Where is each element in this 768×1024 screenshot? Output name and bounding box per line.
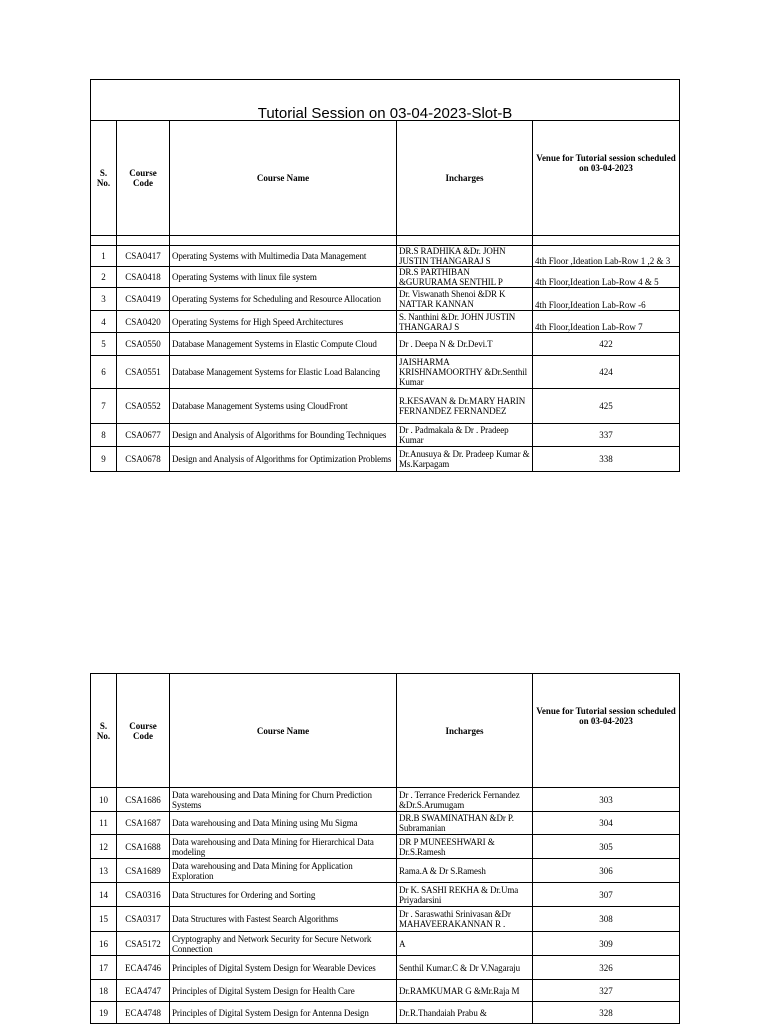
tutorial-schedule-table-1 xyxy=(90,79,680,472)
cell-course-code: CSA0316 xyxy=(117,883,170,907)
table-row xyxy=(91,311,680,333)
cell-course-name: Data warehousing and Data Mining using Mu Sigma xyxy=(170,812,397,835)
table-row xyxy=(91,267,680,288)
cell-incharges: Senthil Kumar.C & Dr V.Nagaraju xyxy=(397,956,533,980)
cell-sno: 7 xyxy=(91,389,117,424)
cell-course-name: Operating Systems for Scheduling and Resource Allocation xyxy=(170,288,397,311)
cell-venue: 4th Floor,Ideation Lab-Row 4 & 5 xyxy=(533,267,680,288)
cell-course-code: CSA0418 xyxy=(117,267,170,288)
cell-venue: 326 xyxy=(533,956,680,980)
table-row xyxy=(91,812,680,835)
cell-course-name: Data warehousing and Data Mining for Churn Prediction Systems xyxy=(170,788,397,812)
cell-incharges: Dr K. SASHI REKHA & Dr.Uma Priyadarsini xyxy=(397,883,533,907)
cell-course-name: Operating Systems with Multimedia Data Management xyxy=(170,246,397,267)
cell-sno: 3 xyxy=(91,288,117,311)
cell-venue: 425 xyxy=(533,389,680,424)
cell-sno: 10 xyxy=(91,788,117,812)
cell-course-code: CSA0417 xyxy=(117,246,170,267)
cell-venue: 4th Floor,Ideation Lab-Row -6 xyxy=(533,288,680,311)
title-row xyxy=(91,80,680,121)
cell-venue: 4th Floor ,Ideation Lab-Row 1 ,2 & 3 xyxy=(533,246,680,267)
cell-incharges: DR.S PARTHIBAN &GURURAMA SENTHIL P xyxy=(397,267,533,288)
cell-sno: 18 xyxy=(91,980,117,1002)
cell-incharges: Dr. Viswanath Shenoi &DR K NATTAR KANNAN xyxy=(397,288,533,311)
cell-course-name: Data warehousing and Data Mining for Hierarchical Data modeling xyxy=(170,835,397,859)
cell-incharges: Dr.R.Thandaiah Prabu & xyxy=(397,1002,533,1024)
cell-course-code: CSA0317 xyxy=(117,907,170,932)
cell-course-name: Design and Analysis of Algorithms for Bounding Techniques xyxy=(170,424,397,447)
table-row xyxy=(91,907,680,932)
cell-sno: 1 xyxy=(91,246,117,267)
cell-sno: 17 xyxy=(91,956,117,980)
cell-course-name: Database Management Systems using CloudFront xyxy=(170,389,397,424)
header-row xyxy=(91,674,680,788)
cell-venue: 307 xyxy=(533,883,680,907)
header-sno: S. No. xyxy=(91,121,117,236)
cell-venue: 422 xyxy=(533,333,680,356)
cell-venue: 4th Floor,Ideation Lab-Row 7 xyxy=(533,311,680,333)
header-course-name: Course Name xyxy=(170,674,397,788)
header-row xyxy=(91,121,680,236)
table-row xyxy=(91,333,680,356)
cell-course-name: Database Management Systems for Elastic Load Balancing xyxy=(170,356,397,389)
cell-venue: 338 xyxy=(533,447,680,472)
cell-course-code: CSA1689 xyxy=(117,859,170,883)
cell-venue: 424 xyxy=(533,356,680,389)
cell-venue: 309 xyxy=(533,932,680,956)
table-row xyxy=(91,956,680,980)
table-row xyxy=(91,246,680,267)
table-row xyxy=(91,788,680,812)
cell-course-code: CSA0551 xyxy=(117,356,170,389)
table-body xyxy=(91,246,680,472)
cell-course-code: CSA0552 xyxy=(117,389,170,424)
cell-sno: 5 xyxy=(91,333,117,356)
spacer-row xyxy=(91,236,680,246)
cell-incharges: Dr . Terrance Frederick Fernandez &Dr.S.Arumugam xyxy=(397,788,533,812)
table-row xyxy=(91,356,680,389)
cell-sno: 6 xyxy=(91,356,117,389)
table-row xyxy=(91,1002,680,1024)
cell-sno: 12 xyxy=(91,835,117,859)
cell-incharges: DR.S RADHIKA &Dr. JOHN JUSTIN THANGARAJ S xyxy=(397,246,533,267)
cell-course-name: Data Structures for Ordering and Sorting xyxy=(170,883,397,907)
table-row xyxy=(91,859,680,883)
cell-incharges: Dr . Saraswathi Srinivasan &Dr MAHAVEERAKANNAN R . xyxy=(397,907,533,932)
header-course-code: Course Code xyxy=(117,674,170,788)
cell-venue: 327 xyxy=(533,980,680,1002)
cell-sno: 9 xyxy=(91,447,117,472)
header-venue: Venue for Tutorial session scheduled on 03-04-2023 xyxy=(533,674,680,788)
cell-course-name: Principles of Digital System Design for Wearable Devices xyxy=(170,956,397,980)
cell-venue: 337 xyxy=(533,424,680,447)
header-course-name: Course Name xyxy=(170,121,397,236)
cell-incharges: Dr . Deepa N & Dr.Devi.T xyxy=(397,333,533,356)
header-venue: Venue for Tutorial session scheduled on 03-04-2023 xyxy=(533,121,680,236)
cell-sno: 11 xyxy=(91,812,117,835)
cell-venue: 308 xyxy=(533,907,680,932)
cell-course-name: Principles of Digital System Design for Antenna Design xyxy=(170,1002,397,1024)
cell-incharges: R.KESAVAN & Dr.MARY HARIN FERNANDEZ FERNANDEZ xyxy=(397,389,533,424)
cell-venue: 306 xyxy=(533,859,680,883)
cell-course-name: Principles of Digital System Design for Health Care xyxy=(170,980,397,1002)
cell-course-name: Data Structures with Fastest Search Algorithms xyxy=(170,907,397,932)
cell-venue: 303 xyxy=(533,788,680,812)
cell-sno: 4 xyxy=(91,311,117,333)
table-row xyxy=(91,980,680,1002)
cell-incharges: JAISHARMA KRISHNAMOORTHY &Dr.Senthil Kumar xyxy=(397,356,533,389)
cell-course-code: CSA1687 xyxy=(117,812,170,835)
cell-incharges: DR P MUNEESHWARI & Dr.S.Ramesh xyxy=(397,835,533,859)
table-body xyxy=(91,788,680,1024)
cell-sno: 14 xyxy=(91,883,117,907)
table-row xyxy=(91,883,680,907)
cell-incharges: Dr.Anusuya & Dr. Pradeep Kumar & Ms.Karpagam xyxy=(397,447,533,472)
cell-incharges: Dr.RAMKUMAR G &Mr.Raja M xyxy=(397,980,533,1002)
header-incharges: Incharges xyxy=(397,121,533,236)
table-row xyxy=(91,424,680,447)
cell-sno: 2 xyxy=(91,267,117,288)
tutorial-schedule-table-2 xyxy=(90,673,680,1024)
cell-course-code: CSA0550 xyxy=(117,333,170,356)
cell-course-code: CSA0420 xyxy=(117,311,170,333)
header-course-code: Course Code xyxy=(117,121,170,236)
cell-sno: 13 xyxy=(91,859,117,883)
cell-incharges: Dr . Padmakala & Dr . Pradeep Kumar xyxy=(397,424,533,447)
cell-venue: 328 xyxy=(533,1002,680,1024)
header-incharges: Incharges xyxy=(397,674,533,788)
cell-incharges: A xyxy=(397,932,533,956)
cell-course-code: CSA5172 xyxy=(117,932,170,956)
cell-course-code: CSA0419 xyxy=(117,288,170,311)
cell-sno: 15 xyxy=(91,907,117,932)
table-row xyxy=(91,835,680,859)
cell-venue: 305 xyxy=(533,835,680,859)
cell-course-name: Design and Analysis of Algorithms for Optimization Problems xyxy=(170,447,397,472)
cell-course-name: Operating Systems for High Speed Architectures xyxy=(170,311,397,333)
cell-incharges: Rama.A & Dr S.Ramesh xyxy=(397,859,533,883)
cell-incharges: DR.B SWAMINATHAN &Dr P. Subramanian xyxy=(397,812,533,835)
cell-sno: 19 xyxy=(91,1002,117,1024)
cell-course-code: CSA0677 xyxy=(117,424,170,447)
cell-incharges: S. Nanthini &Dr. JOHN JUSTIN THANGARAJ S xyxy=(397,311,533,333)
cell-course-code: CSA1686 xyxy=(117,788,170,812)
table-title: Tutorial Session on 03-04-2023-Slot-B xyxy=(91,80,680,121)
cell-course-name: Database Management Systems in Elastic Compute Cloud xyxy=(170,333,397,356)
cell-sno: 8 xyxy=(91,424,117,447)
cell-course-name: Data warehousing and Data Mining for Application Exploration xyxy=(170,859,397,883)
cell-venue: 304 xyxy=(533,812,680,835)
cell-sno: 16 xyxy=(91,932,117,956)
cell-course-name: Cryptography and Network Security for Secure Network Connection xyxy=(170,932,397,956)
table-row xyxy=(91,288,680,311)
header-sno: S. No. xyxy=(91,674,117,788)
table-row xyxy=(91,932,680,956)
cell-course-code: CSA1688 xyxy=(117,835,170,859)
cell-course-code: ECA4746 xyxy=(117,956,170,980)
table-row xyxy=(91,447,680,472)
cell-course-name: Operating Systems with linux file system xyxy=(170,267,397,288)
table-row xyxy=(91,389,680,424)
cell-course-code: CSA0678 xyxy=(117,447,170,472)
cell-course-code: ECA4748 xyxy=(117,1002,170,1024)
cell-course-code: ECA4747 xyxy=(117,980,170,1002)
